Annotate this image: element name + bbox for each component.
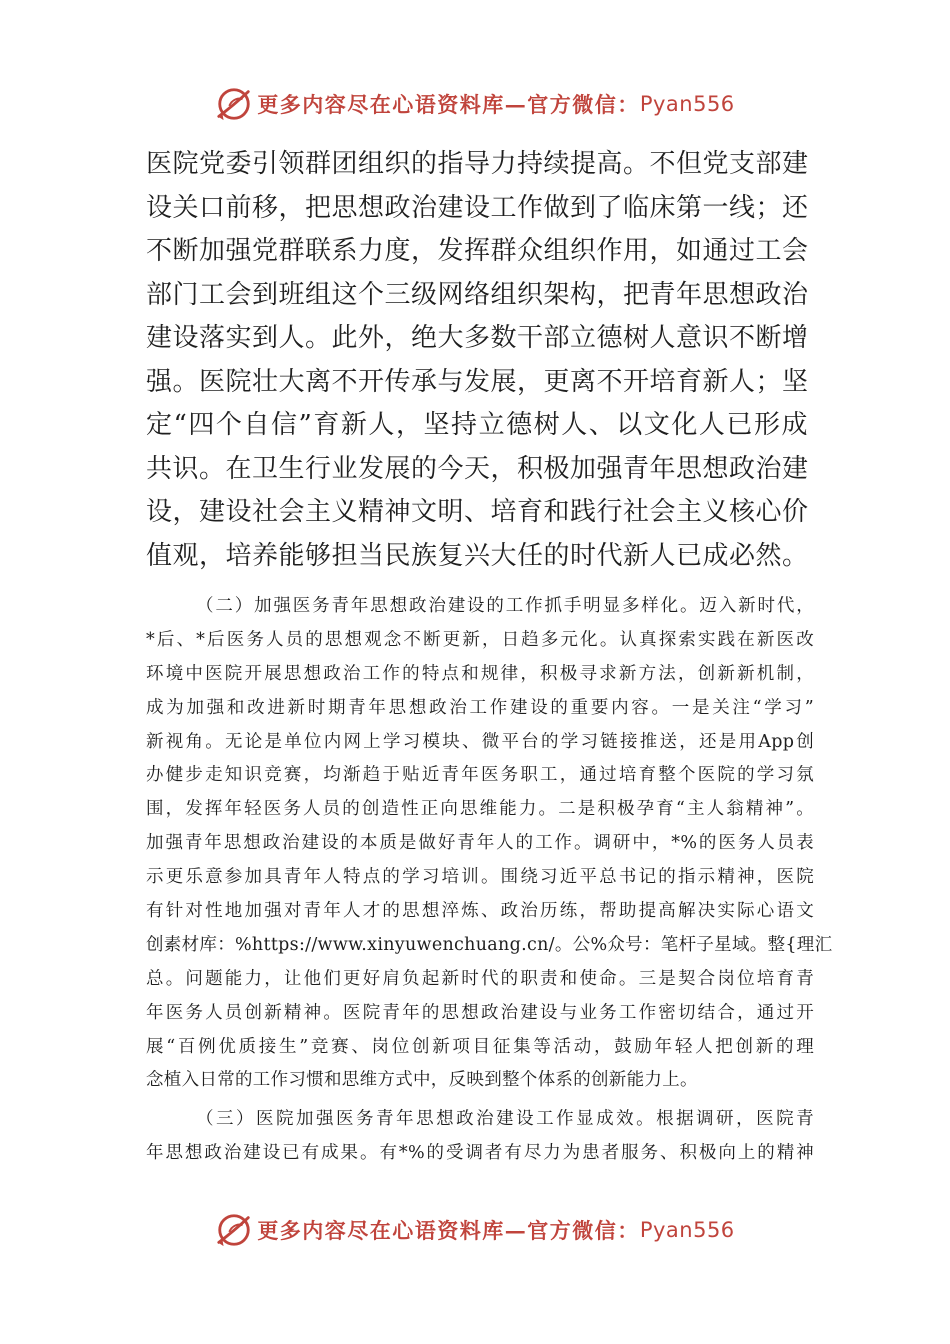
text-line: 建设落实到人。此外，绝大多数干部立德树人意识不断增 [146, 323, 809, 353]
banner-text: 更多内容尽在心语资料库—官方微信： [257, 1218, 640, 1243]
text-line: 不断加强党群联系力度，发挥群众组织作用，如通过工会 [146, 236, 809, 266]
footer-banner [0, 1208, 950, 1252]
text-line: 年思想政治建设已有成果。有*%的受调者有尽力为患者服务、积极向上的精神 [146, 1142, 814, 1163]
paragraph-2 [146, 590, 833, 1098]
banner-wechat-id: Pyan556 [639, 1218, 735, 1242]
text-line: 念植入日常的工作习惯和思维方式中，反映到整个体系的创新能力上。 [146, 1070, 698, 1091]
text-line: 部门工会到班组这个三级网络组织架构，把青年思想政治 [146, 279, 809, 310]
text-line: （三）医院加强医务青年思想政治建设工作显成效。根据调研，医院青 [196, 1109, 814, 1129]
text-line: 围，发挥年轻医务人员的创造性正向思维能力。二是积极孕育“主人翁精神”。 [146, 799, 814, 820]
text-line: 展“百例优质接生”竞赛、岗位创新项目征集等活动，鼓励年轻人把创新的理 [146, 1036, 814, 1057]
text-line: 定“四个自信”育新人，坚持立德树人、以文化人已形成 [146, 410, 808, 440]
text-line: 年医务人员创新精神。医院青年的思想政治建设与业务工作密切结合，通过开 [146, 1002, 814, 1023]
paragraph-1 [146, 143, 808, 578]
text-line: 医院党委引领群团组织的指导力持续提高。不但党支部建 [146, 149, 809, 179]
banner-text: 更多内容尽在心语资料库—官方微信： [257, 92, 640, 117]
text-line: 总。问题能力，让他们更好肩负起新时代的职责和使命。三是契合岗位培育青 [146, 968, 814, 989]
text-line: 有针对性地加强对青年人才的思想淬炼、政治历练，帮助提高解决实际心语文 [146, 901, 814, 922]
quill-logo-icon [215, 85, 253, 123]
text-line: 设，建设社会主义精神文明、培育和践行社会主义核心价 [146, 497, 809, 527]
text-line: 创素材库：%https://www.xinyuwenchuang.cn/。公%众号：笔杆子星域。整{理汇 [146, 934, 833, 955]
text-line: 设关口前移，把思想政治建设工作做到了临床第一线；还 [146, 192, 809, 223]
quill-logo-icon [215, 1211, 253, 1249]
text-line: 示更乐意参加具青年人特点的学习培训。围绕习近平总书记的指示精神，医院 [146, 867, 814, 888]
text-line: 加强青年思想政治建设的本质是做好青年人的工作。调研中，*%的医务人员表 [146, 833, 814, 854]
text-line: （二）加强医务青年思想政治建设的工作抓手明显多样化。迈入新时代， [196, 596, 814, 616]
text-line: 成为加强和改进新时期青年思想政治工作建设的重要内容。一是关注“学习” [146, 697, 814, 718]
text-line: 办健步走知识竞赛，均渐趋于贴近青年医务职工，通过培育整个医院的学习氛 [146, 765, 814, 786]
text-line: 值观，培养能够担当民族复兴大任的时代新人已成必然。 [146, 540, 809, 571]
banner-wechat-id: Pyan556 [639, 92, 735, 116]
text-line: *后、*后医务人员的思想观念不断更新，日趋多元化。认真探索实践在新医改 [146, 629, 814, 650]
text-line: 强。医院壮大离不开传承与发展，更离不开培育新人；坚 [146, 366, 809, 397]
text-line: 环境中医院开展思想政治工作的特点和规律，积极寻求新方法，创新新机制， [146, 663, 814, 684]
header-banner [0, 82, 950, 126]
text-line: 新视角。无论是单位内网上学习模块、微平台的学习链接推送，还是用App创 [146, 731, 814, 752]
paragraph-3 [146, 1103, 814, 1171]
text-line: 共识。在卫生行业发展的今天，积极加强青年思想政治建 [146, 453, 809, 484]
